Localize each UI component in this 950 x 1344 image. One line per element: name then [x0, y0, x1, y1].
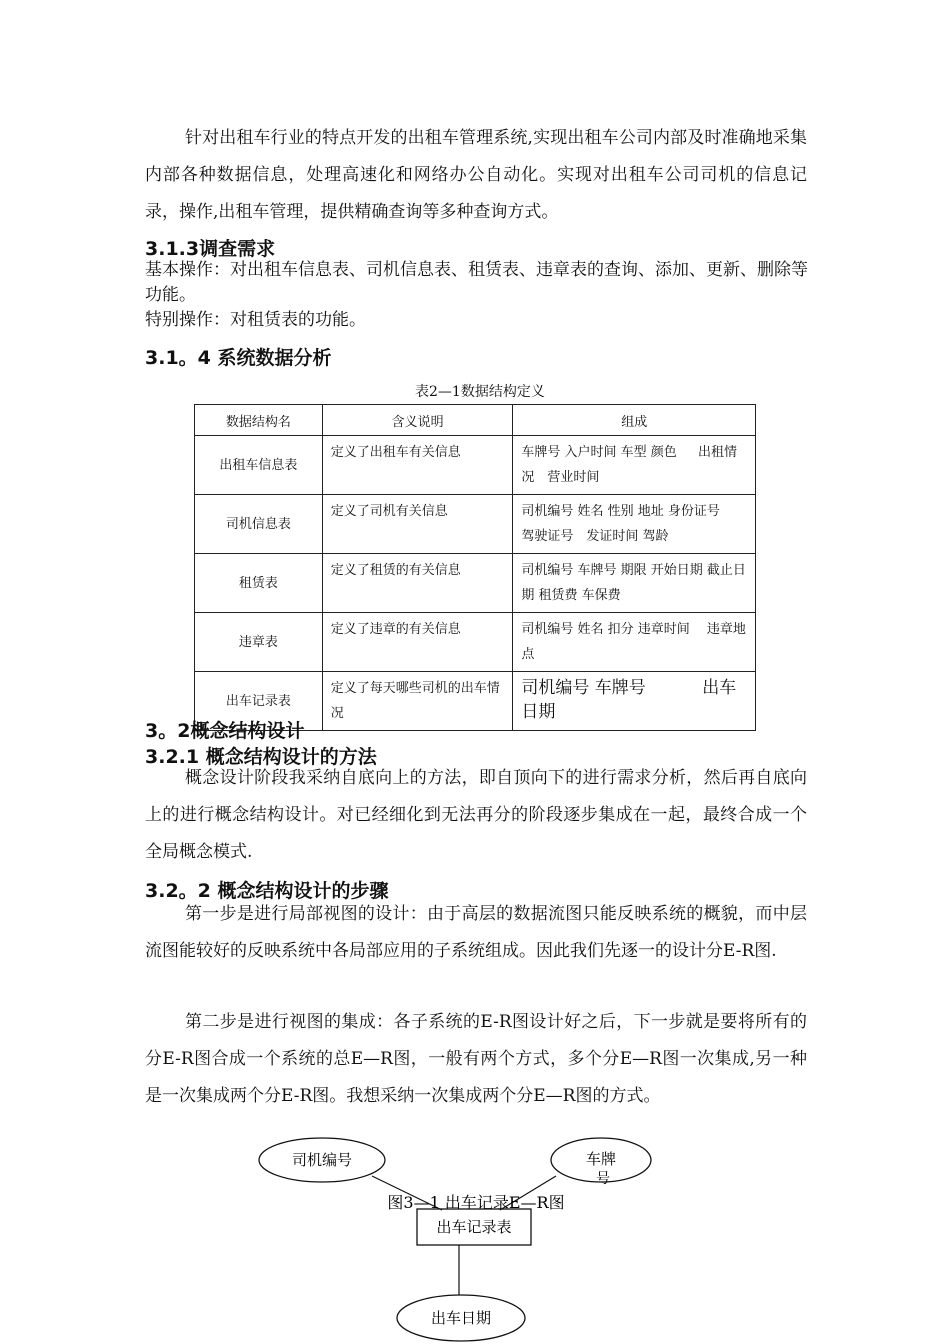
- heading-3-1-4: 3.1。4 系统数据分析: [145, 347, 332, 369]
- table-caption: 表2—1数据结构定义: [415, 384, 545, 400]
- composition-cell: 司机编号 车牌号 出车日期: [513, 672, 756, 731]
- entity-label: 出车记录表: [436, 1218, 512, 1236]
- step1-paragraph: 第一步是进行局部视图的设计：由于高层的数据流图只能反映系统的概貌，而中层流图能较好的反映系统中各局部应用的子系统组成。因此我们先逐一的设计分E-R图.: [145, 904, 807, 961]
- column-header: 数据结构名: [195, 405, 323, 436]
- column-header: 含义说明: [322, 405, 513, 436]
- intro-paragraph: 针对出租车行业的特点开发的出租车管理系统,实现出租车公司内部及时准确地采集内部各种数据信息，处理高速化和网络办公自动化。实现对出租车公司司机的信息记录，操作,出租车管理，提供精确查询等多种查询方式。: [145, 128, 807, 222]
- special-operations-text: 特别操作：对租赁表的功能。: [145, 310, 366, 330]
- basic-operations-text: 基本操作：对出租车信息表、司机信息表、租赁表、违章表的查询、添加、更新、删除等功能。: [145, 260, 808, 305]
- structure-name-cell: 租赁表: [195, 554, 323, 613]
- heading-3-2-1: 3.2.1 概念结构设计的方法: [145, 746, 377, 768]
- composition-cell: 司机编号 姓名 性别 地址 身份证号 驾驶证号 发证时间 驾龄: [513, 495, 756, 554]
- heading-3-2-2: 3.2。2 概念结构设计的步骤: [145, 880, 389, 902]
- attribute-label-plate: 车牌: [585, 1150, 617, 1168]
- structure-name-cell: 违章表: [195, 613, 323, 672]
- structure-name-cell: 司机信息表: [195, 495, 323, 554]
- attribute-label-date: 出车日期: [430, 1309, 492, 1327]
- method-paragraph: 概念设计阶段我采纳自底向上的方法，即自顶向下的进行需求分析，然后再自底向上的进行概念结构设计。对已经细化到无法再分的阶段逐步集成在一起，最终合成一个全局概念模式.: [145, 768, 807, 862]
- description-cell: 定义了司机有关信息: [322, 495, 513, 554]
- step2-paragraph: 第二步是进行视图的集成：各子系统的E-R图设计好之后，下一步就是要将所有的分E-R图合成一个系统的总E—R图，一般有两个方式，多个分E—R图一次集成,另一种是一次集成两个分E-R图。我想采纳一次集成两个分E—R图的方式。: [145, 1012, 807, 1106]
- structure-name-cell: 出租车信息表: [195, 436, 323, 495]
- column-header: 组成: [513, 405, 756, 436]
- figure-caption: 图3—1 出车记录E—R图: [387, 1193, 565, 1212]
- composition-cell: 车牌号 入户时间 车型 颜色 出租情况 营业时间: [513, 436, 756, 495]
- attribute-label-plate-cont: 号: [596, 1171, 610, 1187]
- attribute-label-driver-id: 司机编号: [291, 1151, 353, 1169]
- heading-3-1-3: 3.1.3调查需求: [145, 238, 276, 260]
- description-cell: 定义了每天哪些司机的出车情况: [322, 672, 513, 731]
- structure-name-cell: 出车记录表: [195, 672, 323, 731]
- heading-3-2: 3。2概念结构设计: [145, 720, 305, 742]
- description-cell: 定义了违章的有关信息: [322, 613, 513, 672]
- description-cell: 定义了租赁的有关信息: [322, 554, 513, 613]
- composition-cell: 司机编号 姓名 扣分 违章时间 违章地点: [513, 613, 756, 672]
- description-cell: 定义了出租车有关信息: [322, 436, 513, 495]
- composition-cell: 司机编号 车牌号 期限 开始日期 截止日期 租赁费 车保费: [513, 554, 756, 613]
